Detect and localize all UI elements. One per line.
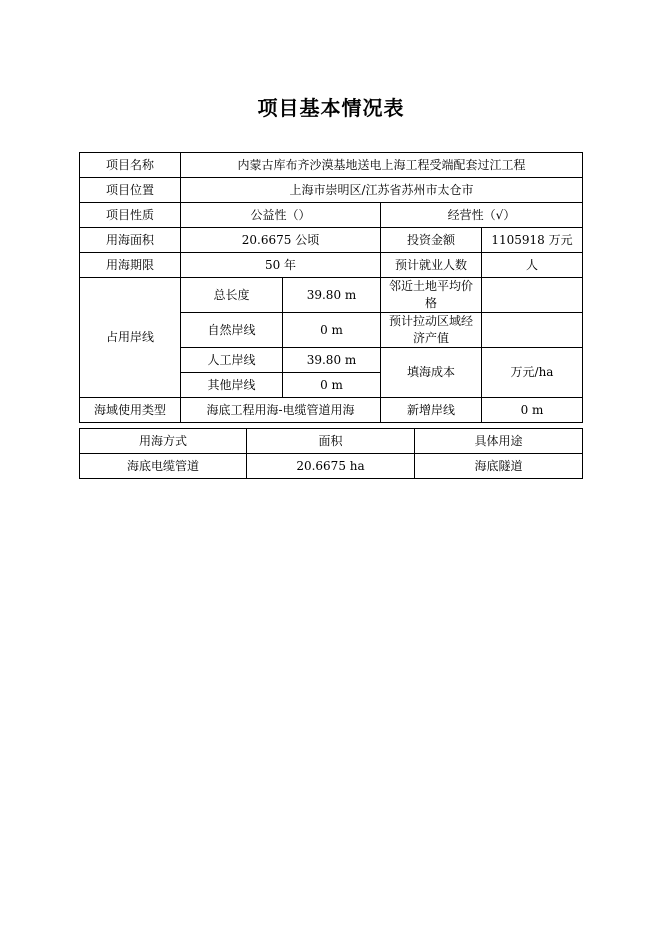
area-cell: 20.6675 ha bbox=[247, 454, 415, 479]
page-title: 项目基本情况表 bbox=[257, 96, 405, 120]
header-purpose: 具体用途 bbox=[415, 429, 583, 454]
sea-area-label: 用海面积 bbox=[80, 228, 181, 253]
project-nature-label: 项目性质 bbox=[80, 203, 181, 228]
sea-use-table bbox=[79, 428, 583, 479]
table-row bbox=[80, 454, 583, 479]
employment-label: 预计就业人数 bbox=[381, 253, 482, 278]
nature-public: 公益性（） bbox=[181, 203, 381, 228]
purpose-cell: 海底隧道 bbox=[415, 454, 583, 479]
other-coast-value: 0 m bbox=[283, 373, 381, 398]
new-coast-value: 0 m bbox=[482, 398, 583, 423]
row-sea-area bbox=[80, 228, 583, 253]
row-sea-term bbox=[80, 253, 583, 278]
row-total-length bbox=[80, 278, 583, 313]
sea-area-value: 20.6675 公顷 bbox=[181, 228, 381, 253]
row-project-location bbox=[80, 178, 583, 203]
coastline-label: 占用岸线 bbox=[80, 278, 181, 398]
economic-output-label: 预计拉动区域经济产值 bbox=[381, 313, 482, 348]
sea-term-label: 用海期限 bbox=[80, 253, 181, 278]
use-method-cell: 海底电缆管道 bbox=[80, 454, 247, 479]
land-price-label: 邻近土地平均价格 bbox=[381, 278, 482, 313]
header-area: 面积 bbox=[247, 429, 415, 454]
project-location-label: 项目位置 bbox=[80, 178, 181, 203]
project-name-value: 内蒙古库布齐沙漠基地送电上海工程受端配套过江工程 bbox=[181, 153, 583, 178]
table-header-row bbox=[80, 429, 583, 454]
project-location-value: 上海市崇明区/江苏省苏州市太仓市 bbox=[181, 178, 583, 203]
row-use-type bbox=[80, 398, 583, 423]
project-info-table bbox=[79, 152, 583, 423]
use-type-label: 海域使用类型 bbox=[80, 398, 181, 423]
total-length-label: 总长度 bbox=[181, 278, 283, 313]
nature-commercial: 经营性（√） bbox=[381, 203, 583, 228]
total-length-value: 39.80 m bbox=[283, 278, 381, 313]
investment-value: 1105918 万元 bbox=[482, 228, 583, 253]
project-name-label: 项目名称 bbox=[80, 153, 181, 178]
sea-term-value: 50 年 bbox=[181, 253, 381, 278]
row-project-name bbox=[80, 153, 583, 178]
header-use-method: 用海方式 bbox=[80, 429, 247, 454]
reclaim-cost-label: 填海成本 bbox=[381, 348, 482, 398]
reclaim-cost-value: 万元/ha bbox=[482, 348, 583, 398]
row-project-nature bbox=[80, 203, 583, 228]
employment-value: 人 bbox=[482, 253, 583, 278]
natural-coast-value: 0 m bbox=[283, 313, 381, 348]
other-coast-label: 其他岸线 bbox=[181, 373, 283, 398]
use-type-value: 海底工程用海-电缆管道用海 bbox=[181, 398, 381, 423]
new-coast-label: 新增岸线 bbox=[381, 398, 482, 423]
land-price-value bbox=[482, 278, 583, 313]
natural-coast-label: 自然岸线 bbox=[181, 313, 283, 348]
economic-output-value bbox=[482, 313, 583, 348]
artificial-coast-value: 39.80 m bbox=[283, 348, 381, 373]
artificial-coast-label: 人工岸线 bbox=[181, 348, 283, 373]
investment-label: 投资金额 bbox=[381, 228, 482, 253]
